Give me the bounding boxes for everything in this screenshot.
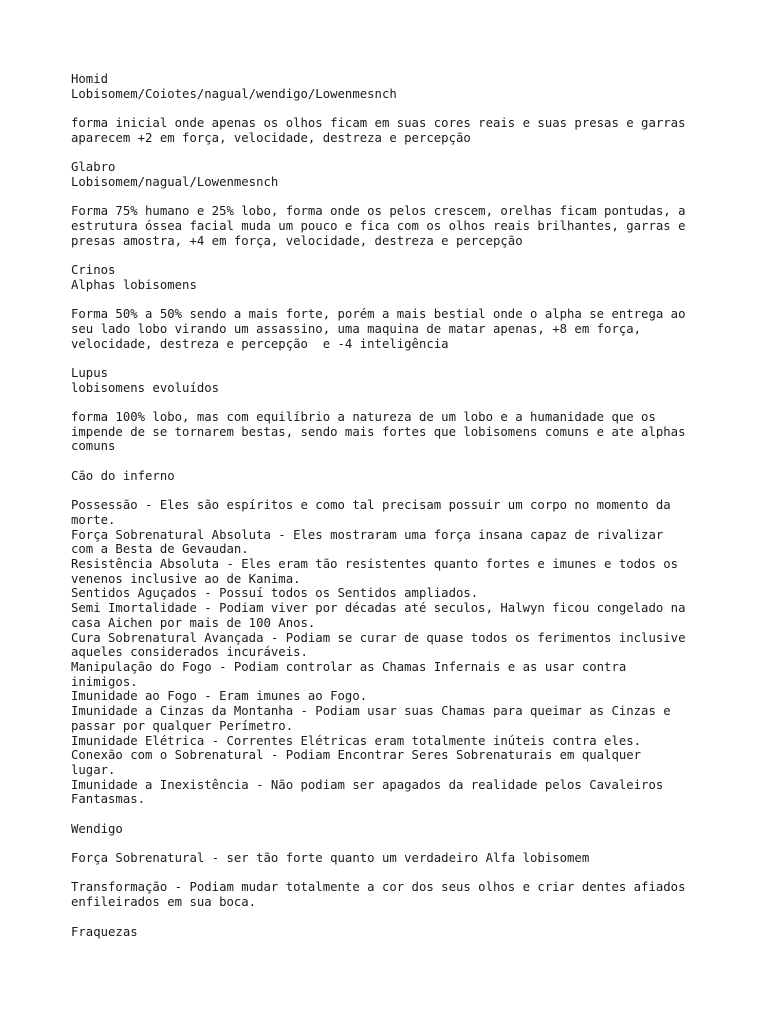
- text-line: impende de se tornarem bestas, sendo mais fortes que lobisomens comuns e ate alphas: [71, 424, 686, 439]
- ability-line: Imunidade ao Fogo - Eram imunes ao Fogo.: [71, 689, 368, 704]
- section-title: Glabro: [71, 160, 116, 175]
- weaknesses-heading: [71, 925, 711, 940]
- ability-line: Manipulação do Fogo - Podiam controlar as Chamas Infernais e as usar contra: [71, 659, 627, 674]
- ability-line: aqueles considerados incuráveis.: [71, 645, 308, 660]
- section-title: Cão do inferno: [71, 468, 175, 483]
- ability-line: Imunidade a Inexistência - Não podiam ser apagados da realidade pelos Cavaleiros: [71, 777, 664, 792]
- cao-do-inferno-heading: [71, 469, 711, 484]
- wendigo-strength: [71, 851, 711, 866]
- section-subtitle: lobisomens evoluídos: [71, 380, 220, 395]
- section-subtitle: Alphas lobisomens: [71, 277, 197, 292]
- ability-line: com a Besta de Gevaudan.: [71, 542, 249, 557]
- ability-line: Cura Sobrenatural Avançada - Podiam se curar de quase todos os ferimentos inclusive: [71, 630, 686, 645]
- crinos-heading: [71, 263, 711, 292]
- ability-line: inimigos.: [71, 674, 138, 689]
- ability-line: morte.: [71, 512, 116, 527]
- ability-line: Força Sobrenatural Absoluta - Eles mostraram uma força insana capaz de rivalizar: [71, 527, 664, 542]
- section-title: Wendigo: [71, 821, 123, 836]
- ability-line: Sentidos Aguçados - Possuí todos os Sentidos ampliados.: [71, 586, 479, 601]
- text-line: seu lado lobo virando um assassino, uma maquina de matar apenas, +8 em força,: [71, 321, 642, 336]
- section-title: Fraquezas: [71, 924, 138, 939]
- ability-line: enfileirados em sua boca.: [71, 895, 257, 910]
- lupus-description: [71, 410, 711, 454]
- text-line: aparecem +2 em força, velocidade, destreza e percepção: [71, 130, 471, 145]
- ability-line: casa Aichen por mais de 100 Anos.: [71, 615, 316, 630]
- cao-do-inferno-abilities: [71, 498, 711, 807]
- homid-description: [71, 116, 711, 145]
- ability-line: passar por qualquer Perímetro.: [71, 718, 294, 733]
- text-line: estrutura óssea facial muda um pouco e fica com os olhos reais brilhantes, garras e: [71, 218, 686, 233]
- glabro-heading: [71, 160, 711, 189]
- crinos-description: [71, 307, 711, 351]
- text-line: Forma 75% humano e 25% lobo, forma onde os pelos crescem, orelhas ficam pontudas, a: [71, 204, 686, 219]
- text-line: velocidade, destreza e percepção e -4 inteligência: [71, 336, 449, 351]
- lupus-heading: [71, 366, 711, 395]
- ability-line: Transformação - Podiam mudar totalmente a cor dos seus olhos e criar dentes afiados: [71, 880, 686, 895]
- wendigo-heading: [71, 822, 711, 837]
- ability-line: Semi Imortalidade - Podiam viver por décadas até seculos, Halwyn ficou congelado na: [71, 601, 686, 616]
- text-line: Forma 50% a 50% sendo a mais forte, porém a mais bestial onde o alpha se entrega ao: [71, 307, 686, 322]
- ability-line: Conexão com o Sobrenatural - Podiam Encontrar Seres Sobrenaturais em qualquer: [71, 748, 642, 763]
- text-line: presas amostra, +4 em força, velocidade, destreza e percepção: [71, 233, 523, 248]
- ability-line: lugar.: [71, 762, 116, 777]
- glabro-description: [71, 204, 711, 248]
- section-title: Homid: [71, 72, 109, 86]
- text-line: forma inicial onde apenas os olhos ficam em suas cores reais e suas presas e garras: [71, 116, 686, 131]
- ability-line: Imunidade a Cinzas da Montanha - Podiam usar suas Chamas para queimar as Cinzas e: [71, 704, 671, 719]
- document-page: [71, 72, 711, 954]
- ability-line: Força Sobrenatural - ser tão forte quanto um verdadeiro Alfa lobisomem: [71, 851, 590, 866]
- wendigo-transformation: [71, 880, 711, 909]
- ability-line: venenos inclusive ao de Kanima.: [71, 571, 301, 586]
- section-subtitle: Lobisomem/nagual/Lowenmesnch: [71, 174, 279, 189]
- ability-line: Resistência Absoluta - Eles eram tão resistentes quanto fortes e imunes e todos os: [71, 557, 679, 572]
- homid-heading: [71, 72, 711, 101]
- text-line: comuns: [71, 439, 116, 454]
- section-title: Crinos: [71, 263, 116, 278]
- section-subtitle: Lobisomem/Coiotes/nagual/wendigo/Lowenmesnch: [71, 86, 397, 101]
- ability-line: Possessão - Eles são espíritos e como tal precisam possuir um corpo no momento da: [71, 498, 671, 513]
- text-line: forma 100% lobo, mas com equilíbrio a natureza de um lobo e a humanidade que os: [71, 410, 656, 425]
- ability-line: Imunidade Elétrica - Correntes Elétricas eram totalmente inúteis contra eles.: [71, 733, 642, 748]
- ability-line: Fantasmas.: [71, 792, 146, 807]
- section-title: Lupus: [71, 365, 109, 380]
